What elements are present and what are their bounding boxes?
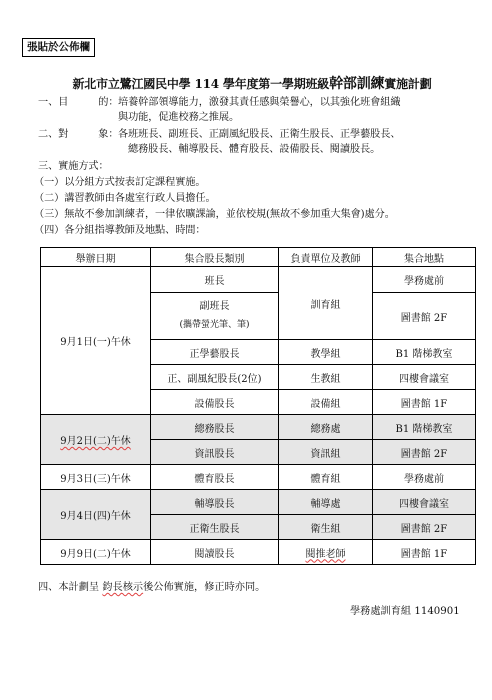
header-date: 舉辦日期 <box>41 248 151 267</box>
footer-note-emphasis: 鈞長核示 <box>102 582 144 593</box>
unit-cell: 設備組 <box>279 390 373 415</box>
location-cell: 學務處前 <box>373 465 476 490</box>
category-cell: 班長 <box>151 267 279 293</box>
section-1-text-line2: 與功能，促進校務之推展。 <box>118 112 240 123</box>
date-cell: 9月2日(二)午休 <box>41 415 151 465</box>
posting-notice-tag: 張貼於公佈欄 <box>22 38 95 57</box>
date-cell: 9月4日(四)午休 <box>41 490 151 540</box>
title-suffix: 實施計劃 <box>384 77 432 91</box>
footer-note: 四、本計劃呈 鈞長核示後公佈實施，修正時亦同。 <box>38 582 266 593</box>
document-title <box>32 73 472 93</box>
date-cell: 9月3日(三)午休 <box>41 465 151 490</box>
section-3-label: 三、實施方式： <box>38 161 109 172</box>
location-cell: 四樓會議室 <box>373 365 476 390</box>
category-cell: 設備股長 <box>151 390 279 415</box>
table-row <box>41 540 476 565</box>
section-3-item-2: （二）講習教師由各處室行政人員擔任。 <box>34 193 216 204</box>
footer-signature: 學務處訓育組 1140901 <box>350 606 460 617</box>
category-cell: 閱讀股長 <box>151 540 279 565</box>
table-row <box>41 490 476 515</box>
unit-cell: 資訊組 <box>279 440 373 465</box>
section-1-label: 一、目 的： <box>38 97 119 108</box>
category-cell: 正學藝股長 <box>151 340 279 365</box>
location-cell: B1 階梯教室 <box>373 340 476 365</box>
section-3-item-4: （四）各分組指導教師及地點、時間： <box>34 225 206 236</box>
section-2-text-line2: 總務股長、輔導股長、體育股長、設備股長、閱讀股長。 <box>128 144 381 155</box>
location-cell: 學務處前 <box>373 267 476 293</box>
title-highlight: 幹部訓練 <box>329 76 385 92</box>
title-prefix: 新北市立鷺江國民中學 114 學年度第一學期班級 <box>72 77 330 91</box>
category-cell: 正衛生股長 <box>151 515 279 540</box>
table-row <box>41 465 476 490</box>
table-header-row <box>41 248 476 267</box>
category-cell: 輔導股長 <box>151 490 279 515</box>
location-cell: 圖書館 1F <box>373 390 476 415</box>
schedule-table <box>40 247 476 565</box>
location-cell: 圖書館 2F <box>373 293 476 340</box>
unit-cell: 閱推老師 <box>279 540 373 565</box>
location-cell: 圖書館 2F <box>373 515 476 540</box>
unit-cell: 衛生組 <box>279 515 373 540</box>
unit-cell: 教學組 <box>279 340 373 365</box>
section-2-text-line1: 各班班長、副班長、正副風紀股長、正衛生股長、正學藝股長、 <box>118 129 401 140</box>
header-unit: 負責單位及教師 <box>279 248 373 267</box>
unit-cell: 生教組 <box>279 365 373 390</box>
location-cell: 四樓會議室 <box>373 490 476 515</box>
section-1-text-line1: 培養幹部領導能力，激發其責任感與榮譽心，以其強化班會組織 <box>118 97 401 108</box>
category-cell: 資訊股長 <box>151 440 279 465</box>
date-cell: 9月9日(二)午休 <box>41 540 151 565</box>
section-3-item-3: （三）無故不參加訓練者，一律依曠課論，並依校規(無故不參加重大集會)處分。 <box>34 209 395 220</box>
table-row <box>41 415 476 440</box>
location-cell: B1 階梯教室 <box>373 415 476 440</box>
location-cell: 圖書館 2F <box>373 440 476 465</box>
category-note: (攜帶螢光筆、筆) <box>179 320 250 330</box>
category-cell: 正、副風紀股長(2位) <box>151 365 279 390</box>
unit-cell: 體育組 <box>279 465 373 490</box>
category-cell: 總務股長 <box>151 415 279 440</box>
category-cell <box>151 293 279 340</box>
category-name: 副班長 <box>199 301 230 312</box>
unit-cell: 總務處 <box>279 415 373 440</box>
location-cell: 圖書館 1F <box>373 540 476 565</box>
table-row <box>41 267 476 293</box>
category-cell: 體育股長 <box>151 465 279 490</box>
unit-cell: 輔導處 <box>279 490 373 515</box>
section-3-item-1: （一）以分組方式按表訂定課程實施。 <box>34 177 206 188</box>
unit-cell: 訓育組 <box>279 267 373 340</box>
section-2-label: 二、對 象： <box>38 129 119 140</box>
date-cell: 9月1日(一)午休 <box>41 267 151 415</box>
header-category: 集合股長類別 <box>151 248 279 267</box>
header-location: 集合地點 <box>373 248 476 267</box>
